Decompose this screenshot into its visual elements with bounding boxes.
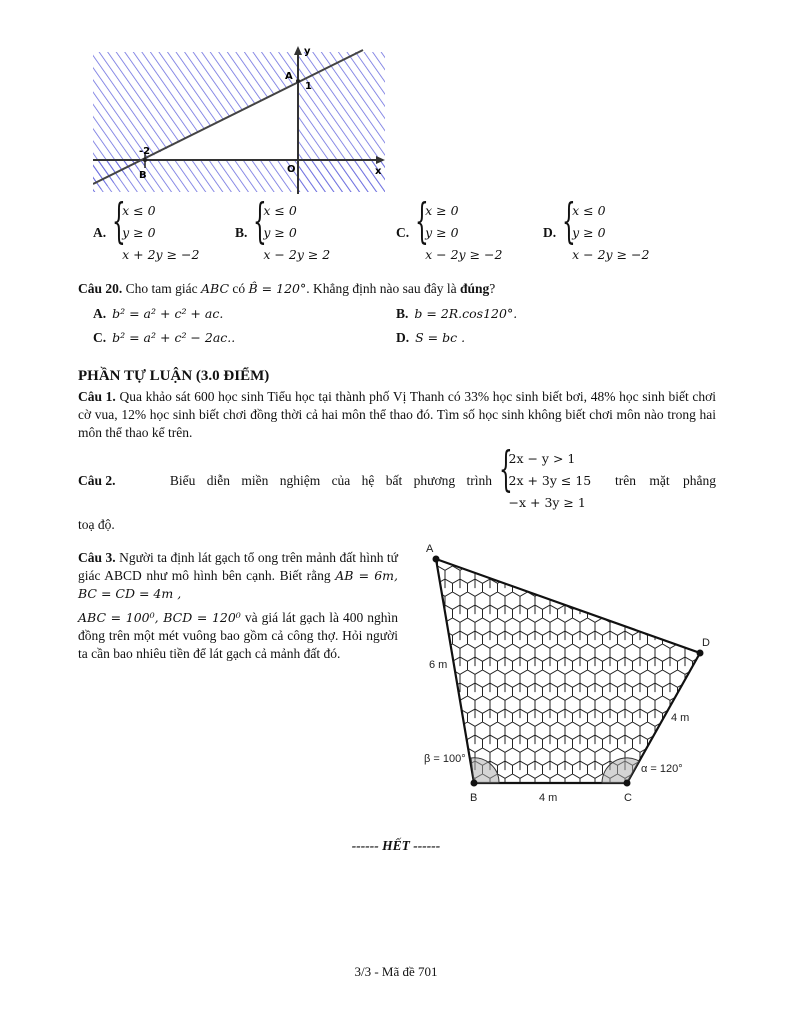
- cau1-paragraph: Câu 1. Qua khảo sát 600 học sinh Tiểu học tại thành phố Vị Thanh có 33% học sinh biết bơi, 48% học sinh biết chơi cờ vua, 12% học sinh biết chơi đồng thời cả hai môn thể thao đó. Tìm số học sinh không biết chơi môn nào trong hai môn thể thao kể trên.: [78, 389, 716, 440]
- label-O: O: [287, 164, 296, 175]
- label-neg2: -2: [139, 146, 151, 157]
- q19-option-b[interactable]: B. { x ≤ 0 y ≥ 0 x − 2y ≥ 2: [235, 200, 330, 266]
- q19-option-d[interactable]: D. { x ≤ 0 y ≥ 0 x − 2y ≥ −2: [543, 200, 649, 266]
- label-C: C: [624, 792, 632, 804]
- vertex-C: [624, 780, 631, 787]
- essay-heading: PHẦN TỰ LUẬN (3.0 ĐIỂM): [78, 368, 270, 384]
- label-y: y: [304, 46, 311, 57]
- label-alpha: α = 120°: [641, 763, 683, 775]
- brace: {: [498, 441, 513, 497]
- label-D: D: [702, 637, 710, 649]
- label-B: B: [139, 170, 147, 181]
- label-A: A: [285, 71, 293, 82]
- brace: {: [415, 193, 429, 249]
- cau3-paragraph: Câu 3. Người ta định lát gạch tổ ong trên mảnh đất hình tứ giác ABCD như mô hình bên cạnh. Biết rằng AB = 6m, BC = CD = 4m , ABC = 100⁰, BCD = 120⁰ và giá lát gạch là 400 nghìn đồng trên một mét vuông bao gồm cả công thợ. Hỏi người ta cần bao nhiêu tiền để lát gạch cả mảnh đất đó.: [78, 550, 398, 661]
- end-mark: ------ HẾT ------: [351, 838, 441, 853]
- inequality-graph: [93, 44, 388, 194]
- q20-stem: Câu 20. Cho tam giác ABC có B̂ = 120°. Khẳng định nào sau đây là đúng?: [78, 281, 496, 296]
- q19-option-c[interactable]: C. { x ≥ 0 y ≥ 0 x − 2y ≥ −2: [396, 200, 502, 266]
- point-A: [296, 79, 300, 83]
- cau2-row: Câu 2. Biểu diễn miền nghiệm của hệ bất phương trình { 2x − y > 1 2x + 3y ≤ 15 −x + 3y ≥ 1 trên mặt phẳng: [78, 445, 716, 517]
- honeycomb-fill: [436, 559, 700, 783]
- brace: {: [253, 193, 268, 249]
- label-B: B: [470, 792, 478, 804]
- label-beta: β = 100°: [424, 753, 466, 765]
- label-1: 1: [305, 81, 312, 92]
- vertex-D: [697, 650, 704, 657]
- hatched-region-bottom: [93, 160, 388, 194]
- vertex-B: [471, 780, 478, 787]
- page-footer: 3/3 - Mã đề 701: [354, 964, 438, 979]
- label-bc-length: 4 m: [539, 792, 558, 804]
- label-x: x: [375, 166, 382, 177]
- q19-option-a[interactable]: A. { x ≤ 0 y ≥ 0 x + 2y ≥ −2: [93, 200, 199, 266]
- label-ab-length: 6 m: [429, 659, 448, 671]
- brace: {: [112, 193, 126, 249]
- q20-option-c[interactable]: C. b² = a² + c² − 2ac..: [93, 330, 236, 345]
- vertex-A: [433, 556, 440, 563]
- y-axis-arrow: [294, 46, 302, 55]
- label-A: A: [426, 543, 434, 555]
- cau2-line2: toạ độ.: [78, 517, 115, 532]
- quadrilateral-figure: [415, 540, 715, 810]
- q20-option-b[interactable]: B. b = 2R.cos120°.: [396, 306, 518, 321]
- cau2-system: { 2x − y > 1 2x + 3y ≤ 15 −x + 3y ≥ 1: [499, 448, 609, 514]
- q20-option-a[interactable]: A. b² = a² + c² + ac.: [93, 306, 224, 321]
- brace: {: [562, 193, 576, 249]
- q20-option-d[interactable]: D. S = bc .: [396, 330, 466, 345]
- label-cd-length: 4 m: [671, 712, 690, 724]
